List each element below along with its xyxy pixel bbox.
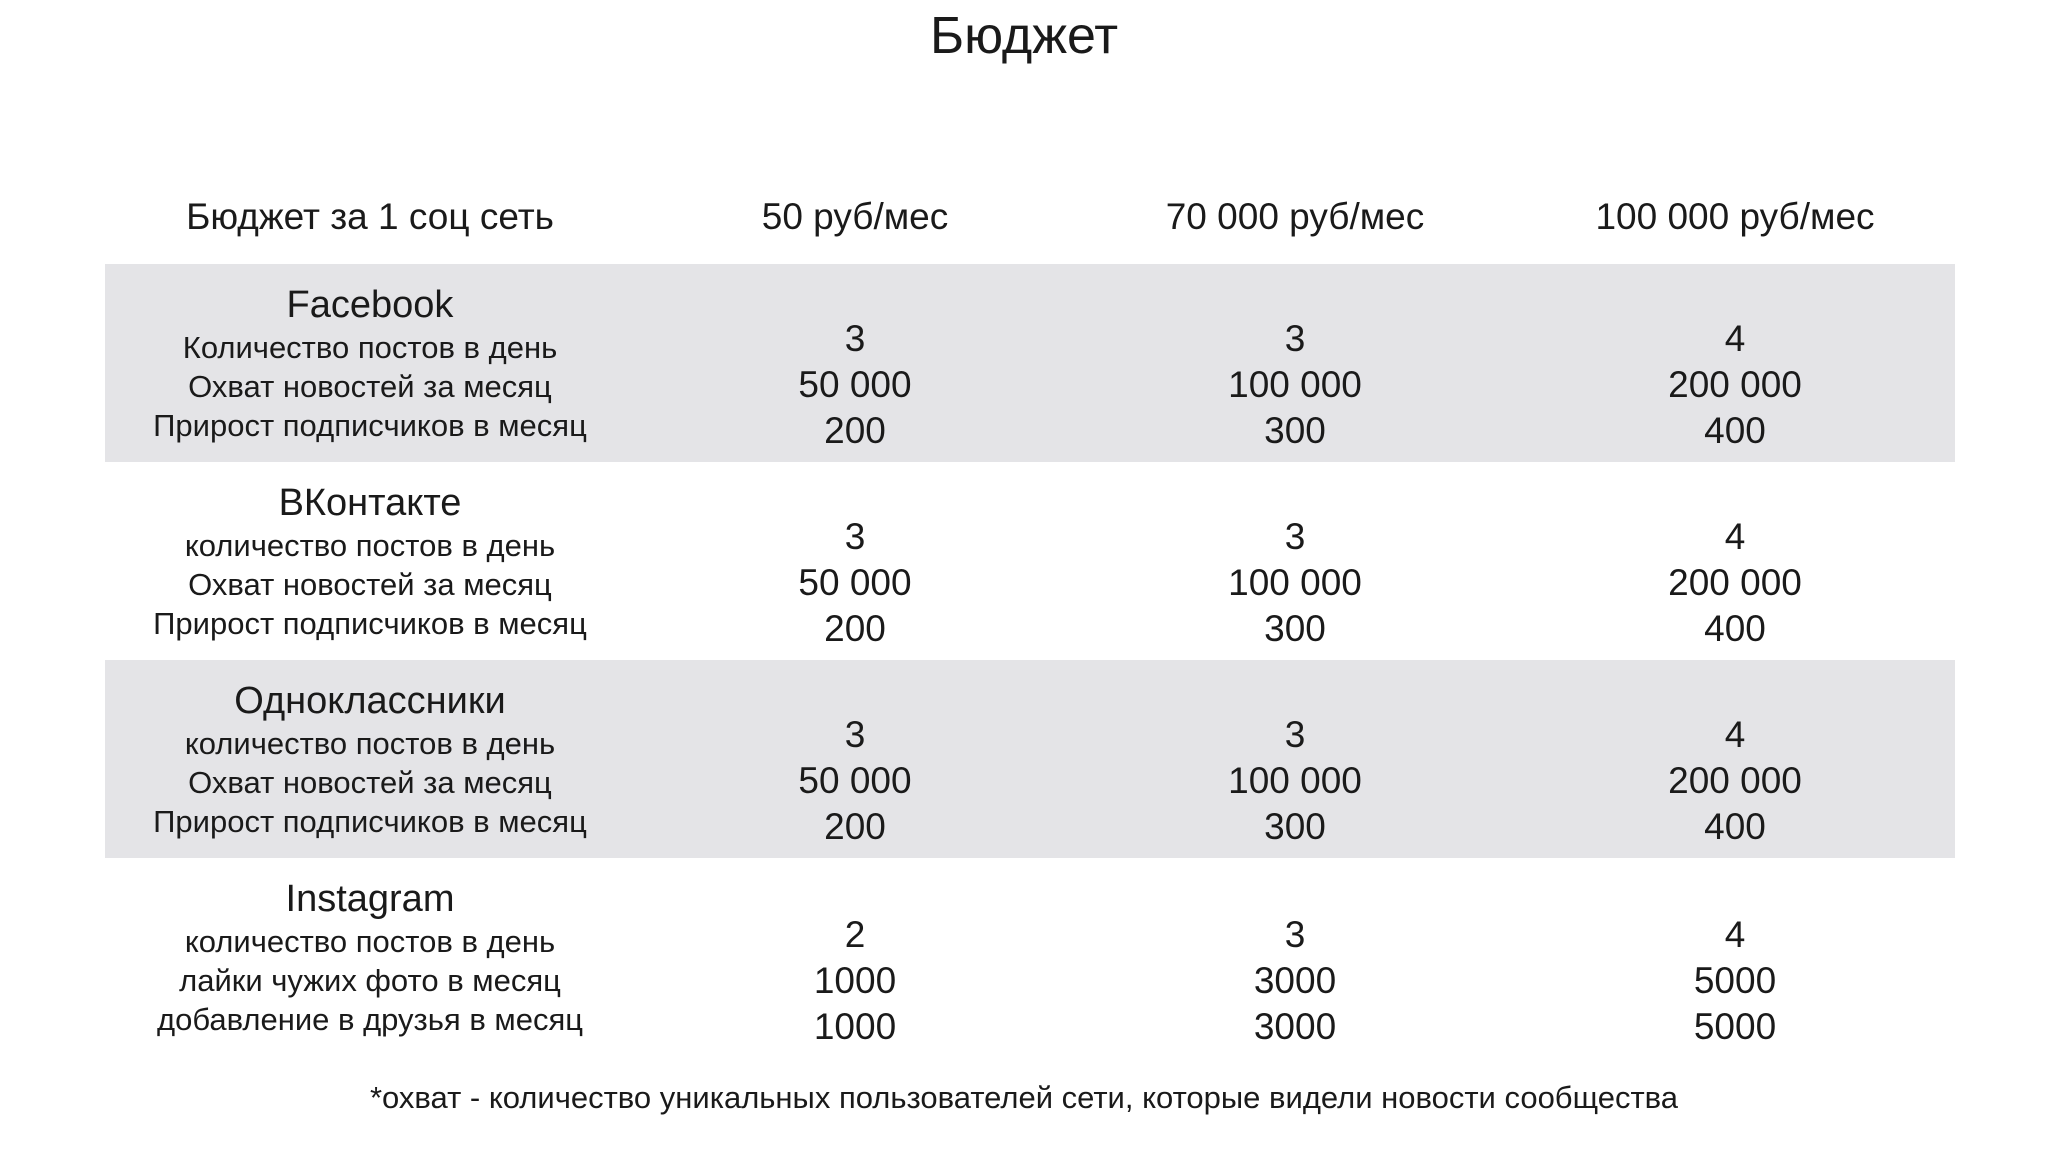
table-header-row	[105, 180, 1955, 264]
value-cell: 100 000	[1228, 760, 1362, 801]
value-cell: 5000	[1693, 1006, 1777, 1047]
metric-label: количество постов в день	[184, 726, 556, 761]
value-cell: 4	[1724, 714, 1746, 755]
value-cell: 1000	[813, 960, 897, 1001]
value-cell: 50 000	[798, 760, 912, 801]
value-cell: 1000	[813, 1006, 897, 1047]
table-row-odnoklassniki	[105, 660, 1955, 858]
row-label	[105, 678, 635, 841]
value-cell: 200	[824, 806, 886, 847]
plan-3-values	[1515, 514, 1955, 652]
header-plan-1: 50 руб/мес	[761, 196, 949, 237]
network-name: Instagram	[285, 878, 455, 920]
plan-1-values	[635, 912, 1075, 1050]
plan-3-values	[1515, 712, 1955, 850]
value-cell: 3	[1284, 516, 1306, 557]
value-cell: 200 000	[1668, 364, 1802, 405]
plan-2-values	[1075, 912, 1515, 1050]
value-cell: 300	[1264, 806, 1326, 847]
value-cell: 3000	[1253, 960, 1337, 1001]
metric-label: Охват новостей за месяц	[188, 369, 552, 404]
plan-1-values	[635, 514, 1075, 652]
value-cell: 200 000	[1668, 562, 1802, 603]
value-cell: 300	[1264, 410, 1326, 451]
plan-1-values	[635, 712, 1075, 850]
table-row-instagram	[105, 858, 1955, 1056]
value-cell: 2	[844, 914, 866, 955]
value-cell: 400	[1704, 410, 1766, 451]
metric-label: Прирост подписчиков в месяц	[153, 804, 587, 839]
value-cell: 4	[1724, 914, 1746, 955]
metric-label: Прирост подписчиков в месяц	[153, 408, 587, 443]
value-cell: 200 000	[1668, 760, 1802, 801]
plan-3-values	[1515, 912, 1955, 1050]
value-cell: 3	[1284, 914, 1306, 955]
value-cell: 50 000	[798, 562, 912, 603]
plan-3-values	[1515, 316, 1955, 454]
metric-label: лайки чужих фото в месяц	[179, 963, 561, 998]
footnote: *охват - количество уникальных пользователей сети, которые видели новости сообщества	[369, 1080, 1679, 1115]
network-name: Facebook	[286, 284, 454, 326]
plan-2-values	[1075, 514, 1515, 652]
value-cell: 200	[824, 410, 886, 451]
metric-label: количество постов в день	[184, 924, 556, 959]
metric-label: Прирост подписчиков в месяц	[153, 606, 587, 641]
plan-1-values	[635, 316, 1075, 454]
metric-label: Охват новостей за месяц	[188, 567, 552, 602]
header-plan-3: 100 000 руб/мес	[1595, 196, 1875, 237]
budget-table	[105, 180, 1955, 1056]
value-cell: 400	[1704, 806, 1766, 847]
metric-label: Охват новостей за месяц	[188, 765, 552, 800]
value-cell: 3	[844, 516, 866, 557]
metric-label: количество постов в день	[184, 528, 556, 563]
value-cell: 200	[824, 608, 886, 649]
row-label	[105, 876, 635, 1039]
row-label	[105, 480, 635, 643]
table-row-facebook	[105, 264, 1955, 462]
network-name: ВКонтакте	[278, 482, 462, 524]
value-cell: 100 000	[1228, 562, 1362, 603]
plan-2-values	[1075, 712, 1515, 850]
network-name: Одноклассники	[234, 680, 506, 722]
value-cell: 3000	[1253, 1006, 1337, 1047]
value-cell: 300	[1264, 608, 1326, 649]
value-cell: 4	[1724, 318, 1746, 359]
value-cell: 5000	[1693, 960, 1777, 1001]
value-cell: 100 000	[1228, 364, 1362, 405]
value-cell: 4	[1724, 516, 1746, 557]
metric-label: добавление в друзья в месяц	[157, 1002, 583, 1037]
value-cell: 3	[844, 714, 866, 755]
value-cell: 3	[1284, 318, 1306, 359]
header-label: Бюджет за 1 соц сеть	[186, 196, 554, 237]
metric-label: Количество постов в день	[182, 330, 558, 365]
page-title: Бюджет	[929, 7, 1119, 65]
value-cell: 400	[1704, 608, 1766, 649]
header-plan-2: 70 000 руб/мес	[1165, 196, 1425, 237]
table-row-vkontakte	[105, 462, 1955, 660]
row-label	[105, 282, 635, 445]
value-cell: 3	[844, 318, 866, 359]
value-cell: 50 000	[798, 364, 912, 405]
plan-2-values	[1075, 316, 1515, 454]
value-cell: 3	[1284, 714, 1306, 755]
